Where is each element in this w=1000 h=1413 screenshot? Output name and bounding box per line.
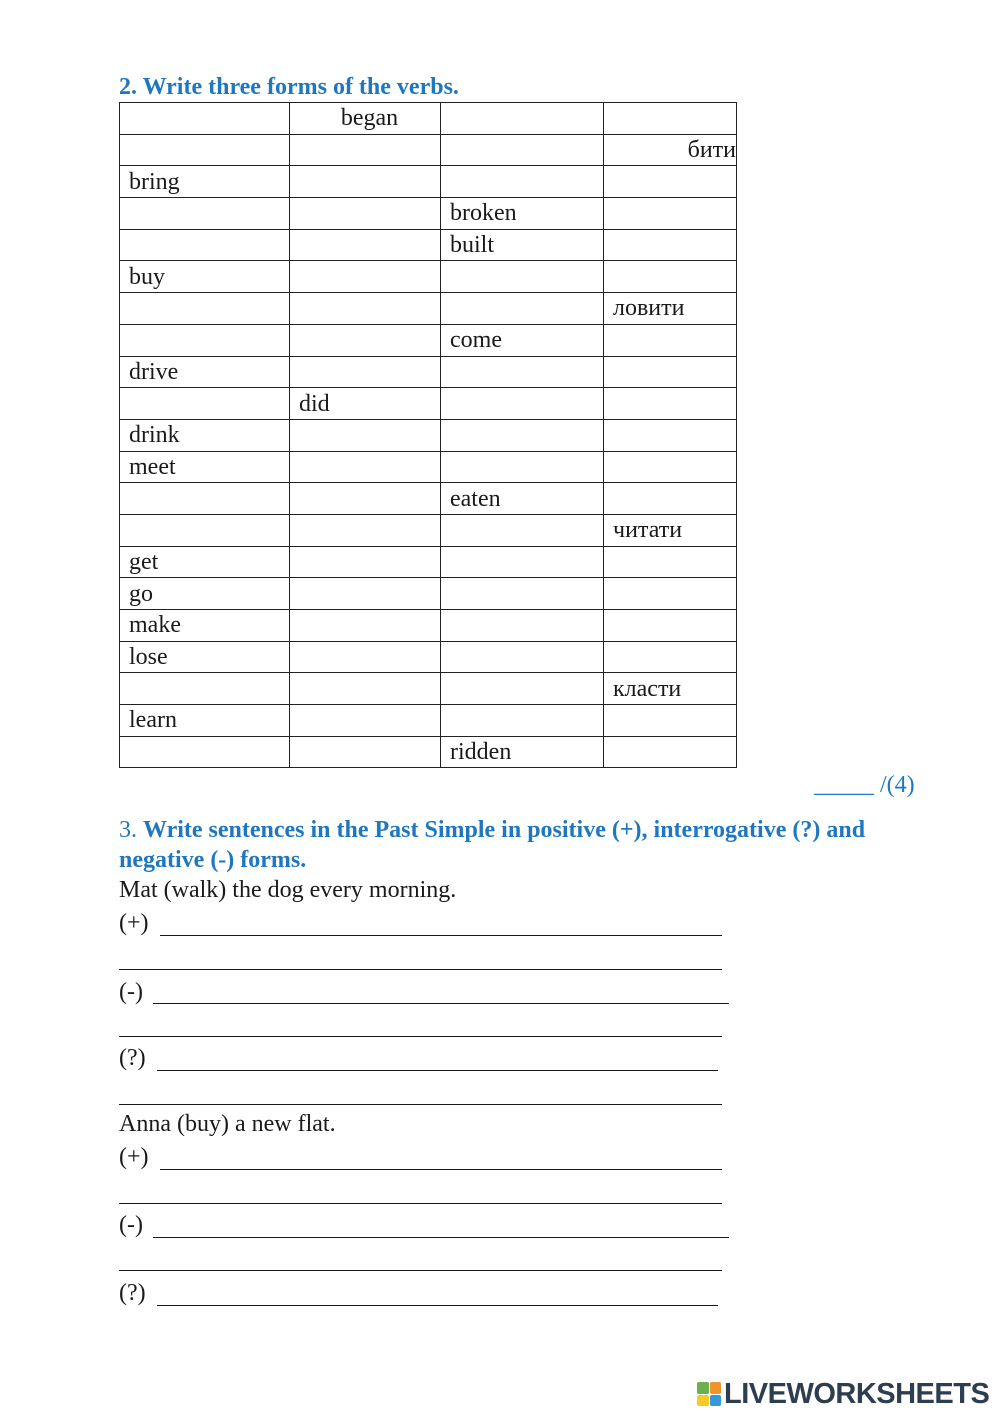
answer-cell[interactable] (290, 293, 441, 325)
answer-cell[interactable] (441, 134, 604, 166)
verb-cell: go (120, 578, 290, 610)
answer-cell[interactable] (441, 356, 604, 388)
answer-cell[interactable] (120, 514, 290, 546)
table-row (120, 419, 737, 451)
table-row (120, 546, 737, 578)
answer-cell[interactable] (441, 261, 604, 293)
brand-name: LIVEWORKSHEETS (724, 1377, 990, 1410)
verb-cell: meet (120, 451, 290, 483)
answer-cell[interactable] (604, 451, 737, 483)
answer-cell[interactable] (604, 610, 737, 642)
answer-cell[interactable] (441, 419, 604, 451)
table-row (120, 641, 737, 673)
answer-cell[interactable] (604, 736, 737, 768)
table-row (120, 388, 737, 420)
logo-tile-icon (710, 1382, 722, 1394)
table-row (120, 229, 737, 261)
answer-cell[interactable] (604, 388, 737, 420)
s1-negative-continuation-line[interactable] (119, 1036, 722, 1037)
answer-cell[interactable] (441, 673, 604, 705)
answer-cell[interactable] (441, 546, 604, 578)
answer-cell[interactable] (604, 229, 737, 261)
score-field[interactable]: _____ /(4) (814, 772, 915, 798)
answer-cell[interactable] (290, 578, 441, 610)
answer-cell[interactable] (290, 134, 441, 166)
answer-cell[interactable] (120, 134, 290, 166)
table-row (120, 324, 737, 356)
verb-cell: come (441, 324, 604, 356)
s1-question-answer-line[interactable] (157, 1070, 718, 1071)
table-row (120, 103, 737, 135)
answer-cell[interactable] (290, 705, 441, 737)
verb-cell: бити (604, 134, 737, 166)
answer-cell[interactable] (604, 546, 737, 578)
logo-tile-icon (710, 1395, 722, 1407)
verb-cell: get (120, 546, 290, 578)
sentence-2: Anna (buy) a new flat. (119, 1111, 336, 1137)
verb-cell: did (290, 388, 441, 420)
answer-cell[interactable] (290, 198, 441, 230)
answer-cell[interactable] (290, 546, 441, 578)
answer-cell[interactable] (120, 293, 290, 325)
answer-cell[interactable] (120, 198, 290, 230)
verb-cell: broken (441, 198, 604, 230)
answer-cell[interactable] (604, 705, 737, 737)
answer-cell[interactable] (290, 673, 441, 705)
s2-question-answer-line[interactable] (157, 1305, 718, 1306)
answer-cell[interactable] (290, 641, 441, 673)
answer-cell[interactable] (604, 419, 737, 451)
answer-cell[interactable] (604, 324, 737, 356)
verb-cell: drink (120, 419, 290, 451)
table-row (120, 134, 737, 166)
exercise-2-title: 2. Write three forms of the verbs. (119, 74, 459, 100)
table-row (120, 261, 737, 293)
answer-cell[interactable] (290, 324, 441, 356)
answer-cell[interactable] (604, 103, 737, 135)
table-row (120, 514, 737, 546)
table-row (120, 673, 737, 705)
s2-negative-answer-line[interactable] (153, 1237, 729, 1238)
answer-cell[interactable] (290, 451, 441, 483)
table-row (120, 198, 737, 230)
s2-negative-label: (-) (119, 1212, 143, 1238)
verb-forms-table (119, 102, 737, 768)
table-row (120, 736, 737, 768)
s1-positive-label: (+) (119, 910, 149, 936)
verb-cell: ridden (441, 736, 604, 768)
answer-cell[interactable] (120, 388, 290, 420)
answer-cell[interactable] (441, 166, 604, 198)
answer-cell[interactable] (604, 578, 737, 610)
answer-cell[interactable] (441, 578, 604, 610)
s1-question-continuation-line[interactable] (119, 1104, 722, 1105)
answer-cell[interactable] (120, 324, 290, 356)
s1-negative-answer-line[interactable] (153, 1003, 729, 1004)
answer-cell[interactable] (441, 293, 604, 325)
answer-cell[interactable] (441, 388, 604, 420)
table-row (120, 166, 737, 198)
answer-cell[interactable] (604, 483, 737, 515)
table-row (120, 356, 737, 388)
answer-cell[interactable] (120, 103, 290, 135)
s1-question-label: (?) (119, 1045, 146, 1071)
answer-cell[interactable] (604, 641, 737, 673)
exercise-3-text: Write sentences in the Past Simple in positive (+), interrogative (?) and negative (-) forms. (119, 817, 866, 873)
answer-cell[interactable] (120, 736, 290, 768)
answer-cell[interactable] (120, 483, 290, 515)
answer-cell[interactable] (441, 610, 604, 642)
answer-cell[interactable] (290, 610, 441, 642)
answer-cell[interactable] (290, 261, 441, 293)
answer-cell[interactable] (604, 198, 737, 230)
answer-cell[interactable] (290, 356, 441, 388)
table-row (120, 705, 737, 737)
s2-positive-label: (+) (119, 1144, 149, 1170)
answer-cell[interactable] (290, 736, 441, 768)
answer-cell[interactable] (290, 419, 441, 451)
answer-cell[interactable] (441, 451, 604, 483)
verb-cell: make (120, 610, 290, 642)
exercise-3-number: 3. (119, 817, 143, 843)
s2-positive-answer-line[interactable] (160, 1169, 722, 1170)
answer-cell[interactable] (604, 356, 737, 388)
verb-cell: lose (120, 641, 290, 673)
answer-cell[interactable] (290, 166, 441, 198)
answer-cell[interactable] (441, 705, 604, 737)
answer-cell[interactable] (604, 166, 737, 198)
verb-cell: класти (604, 673, 737, 705)
s2-question-label: (?) (119, 1280, 146, 1306)
table-row (120, 451, 737, 483)
answer-cell[interactable] (441, 103, 604, 135)
verb-cell: buy (120, 261, 290, 293)
verb-cell: drive (120, 356, 290, 388)
table-row (120, 483, 737, 515)
answer-cell[interactable] (290, 514, 441, 546)
table-row (120, 610, 737, 642)
s1-negative-label: (-) (119, 979, 143, 1005)
verb-cell: built (441, 229, 604, 261)
answer-cell[interactable] (441, 641, 604, 673)
answer-cell[interactable] (120, 229, 290, 261)
verb-cell: bring (120, 166, 290, 198)
verb-cell: eaten (441, 483, 604, 515)
sentence-1: Mat (walk) the dog every morning. (119, 877, 457, 903)
s2-positive-continuation-line[interactable] (119, 1203, 722, 1204)
s1-positive-answer-line[interactable] (160, 935, 722, 936)
liveworksheets-logo (697, 1378, 989, 1410)
verb-cell: learn (120, 705, 290, 737)
verb-cell: читати (604, 514, 737, 546)
logo-tile-icon (697, 1382, 709, 1394)
verb-cell: ловити (604, 293, 737, 325)
liveworksheets-logo-icon (697, 1382, 721, 1406)
verb-cell: began (290, 103, 441, 135)
answer-cell[interactable] (441, 514, 604, 546)
s1-positive-continuation-line[interactable] (119, 969, 722, 970)
logo-tile-icon (697, 1395, 709, 1407)
table-row (120, 293, 737, 325)
answer-cell[interactable] (604, 261, 737, 293)
s2-negative-continuation-line[interactable] (119, 1270, 722, 1271)
table-row (120, 578, 737, 610)
exercise-3-title (119, 815, 919, 875)
answer-cell[interactable] (120, 673, 290, 705)
answer-cell[interactable] (290, 483, 441, 515)
answer-cell[interactable] (290, 229, 441, 261)
